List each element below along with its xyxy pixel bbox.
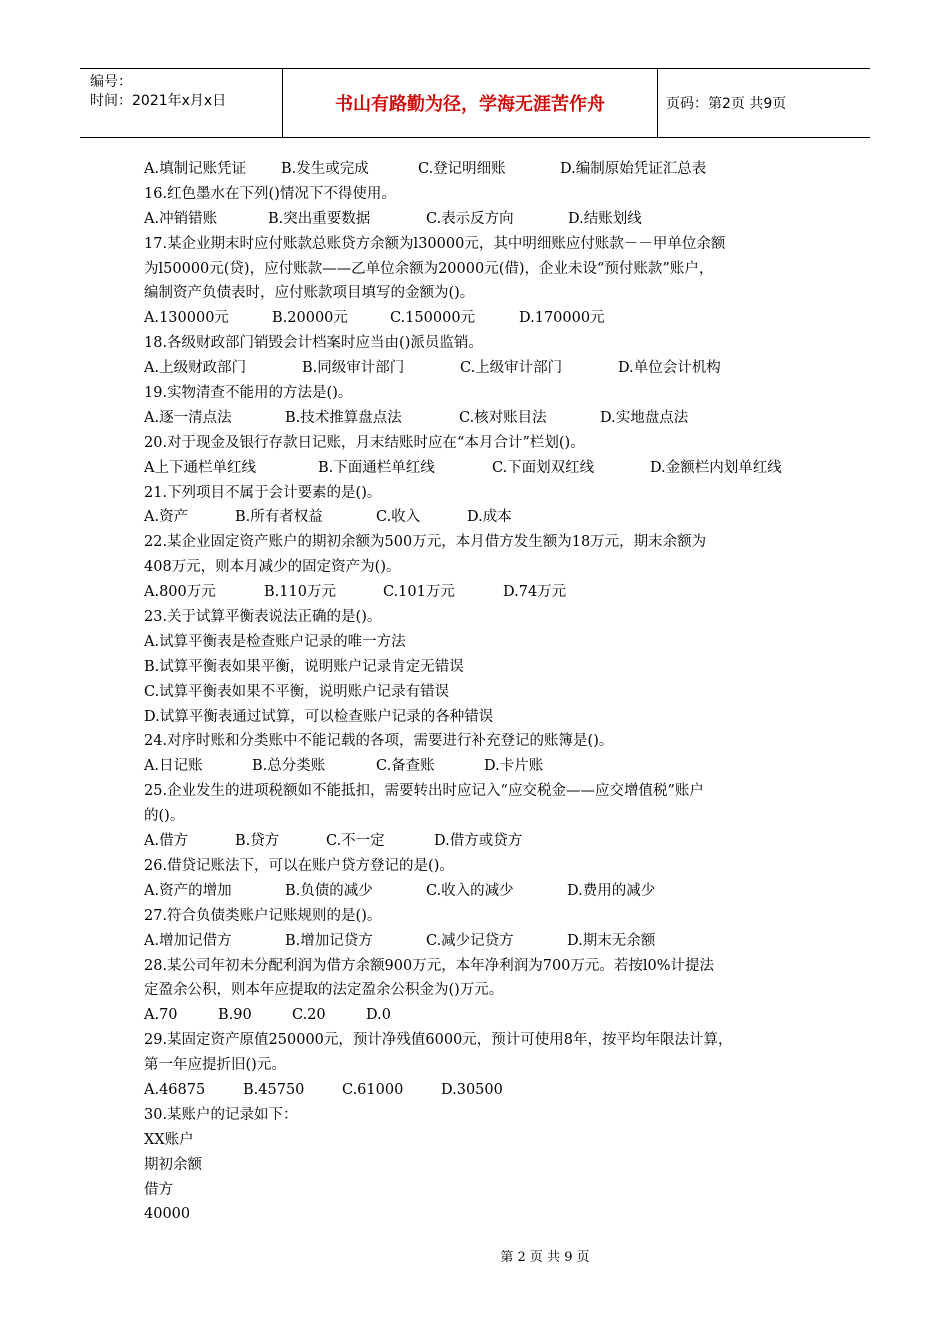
answer-option: C.下面划双红线 xyxy=(492,459,595,476)
text-line: 期初余额 xyxy=(144,1156,202,1173)
options-line xyxy=(144,1003,824,1028)
answer-option: C.101万元 xyxy=(383,584,455,601)
text-line: XX账户 xyxy=(144,1131,194,1148)
options-line xyxy=(144,207,824,232)
answer-option: D.成本 xyxy=(467,509,512,526)
answer-option: D.170000元 xyxy=(519,310,605,327)
text-line: 定盈余公积，则本年应提取的法定盈余公积金为()万元。 xyxy=(144,982,504,999)
text-line: 第一年应提折旧()元。 xyxy=(144,1057,286,1074)
answer-option: C.上级审计部门 xyxy=(460,360,563,377)
options-line xyxy=(144,754,824,779)
answer-option: D.编制原始凭证汇总表 xyxy=(560,161,707,177)
text-line: 19.实物清查不能用的方法是()。 xyxy=(144,385,353,402)
answer-option: D.74万元 xyxy=(503,584,567,601)
answer-option: A.冲销错账 xyxy=(144,210,218,227)
answer-option: D.借方或贷方 xyxy=(434,833,523,850)
answer-option: D.结账划线 xyxy=(568,210,642,227)
answer-option: B.技术推算盘点法 xyxy=(285,409,402,426)
header-meta xyxy=(80,69,283,137)
options-line xyxy=(144,157,824,182)
text-line: 29.某固定资产原值250000元，预计净残值6000元，预计可使用8年，按平均年限法计算， xyxy=(144,1032,733,1049)
answer-option: A.资产的增加 xyxy=(144,882,232,899)
text-line: A.试算平衡表是检查账户记录的唯一方法 xyxy=(144,633,406,650)
answer-option: B.突出重要数据 xyxy=(268,210,371,227)
answer-option: C.150000元 xyxy=(390,310,476,327)
answer-option: B.增加记贷方 xyxy=(285,932,373,949)
answer-option: D.30500 xyxy=(441,1081,503,1098)
answer-option: A.资产 xyxy=(144,509,189,526)
text-line: B.试算平衡表如果平衡，说明账户记录肯定无错误 xyxy=(144,658,464,675)
answer-option: C.61000 xyxy=(342,1081,404,1098)
answer-option: C.不一定 xyxy=(326,833,385,850)
answer-option: D.期末无余额 xyxy=(567,932,656,949)
text-line: 408万元，则本月减少的固定资产为()。 xyxy=(144,559,401,576)
answer-option: D.卡片账 xyxy=(484,758,544,775)
text-line: 27.符合负债类账户记账规则的是()。 xyxy=(144,907,382,924)
options-line xyxy=(144,929,824,954)
answer-option: B.负债的减少 xyxy=(285,882,373,899)
answer-option: B.90 xyxy=(218,1007,252,1024)
answer-option: B.总分类账 xyxy=(252,758,326,775)
number-label: 编号： xyxy=(90,74,132,90)
header-page-info: 页码：第2页 共9页 xyxy=(666,96,787,112)
text-line: 26.借贷记账法下，可以在账户贷方登记的是()。 xyxy=(144,857,454,874)
text-line: 18.各级财政部门销毁会计档案时应当由()派员监销。 xyxy=(144,335,483,352)
answer-option: B.下面通栏单红线 xyxy=(318,459,435,476)
answer-option: D.单位会计机构 xyxy=(618,360,721,377)
text-line: D.试算平衡表通过试算，可以检查账户记录的各种错误 xyxy=(144,708,494,725)
text-line: 21.下列项目不属于会计要素的是()。 xyxy=(144,484,382,501)
answer-option: A.逐一清点法 xyxy=(144,409,232,426)
options-line xyxy=(144,456,824,481)
answer-option: B.同级审计部门 xyxy=(302,360,405,377)
answer-option: A.800万元 xyxy=(144,584,216,601)
answer-option: D.金额栏内划单红线 xyxy=(650,459,782,476)
answer-option: A.130000元 xyxy=(144,310,229,327)
answer-option: B.发生或完成 xyxy=(281,161,369,177)
answer-option: B.贷方 xyxy=(235,833,280,850)
options-line xyxy=(144,406,824,431)
options-line xyxy=(144,306,824,331)
text-line: 28.某公司年初未分配利润为借方余额900万元，本年净利润为700万元。若按l0%计提法 xyxy=(144,957,715,974)
answer-option: A.70 xyxy=(144,1007,178,1024)
answer-option: B.20000元 xyxy=(272,310,348,327)
answer-option: B.110万元 xyxy=(264,584,336,601)
text-line: 20.对于现金及银行存款日记账，月末结账时应在“本月合计”栏划()。 xyxy=(144,434,585,451)
answer-option: A.46875 xyxy=(144,1081,206,1098)
answer-option: C.收入的减少 xyxy=(426,882,514,899)
text-line: 16.红色墨水在下列()情况下不得使用。 xyxy=(144,185,396,202)
answer-option: C.登记明细账 xyxy=(418,161,506,177)
answer-option: B.所有者权益 xyxy=(235,509,323,526)
options-line xyxy=(144,1078,824,1103)
answer-option: A上下通栏单红线 xyxy=(144,459,256,476)
answer-option: A.上级财政部门 xyxy=(144,360,247,377)
answer-option: A.借方 xyxy=(144,833,189,850)
text-line: 40000 xyxy=(144,1206,191,1223)
answer-option: C.备查账 xyxy=(376,758,435,775)
answer-option: C.收入 xyxy=(376,509,421,526)
options-line xyxy=(144,829,824,854)
text-line: 的()。 xyxy=(144,808,185,825)
answer-option: A.增加记借方 xyxy=(144,932,232,949)
page-header xyxy=(80,68,870,138)
options-line xyxy=(144,580,824,605)
text-line: 25.企业发生的进项税额如不能抵扣，需要转出时应记入“应交税金——应交增值税”账户 xyxy=(144,783,704,800)
text-line: 为l50000元(贷)，应付账款——乙单位余额为20000元(借)，企业未设“预付账款”账户， xyxy=(144,260,714,277)
options-line xyxy=(144,356,824,381)
text-line: 30.某账户的记录如下： xyxy=(144,1106,298,1123)
text-line: 17.某企业期末时应付账款总账贷方余额为l30000元，其中明细账应付账款－－甲单位余额 xyxy=(144,235,726,252)
answer-option: C.减少记贷方 xyxy=(426,932,514,949)
time-label: 时间：2021年x月x日 xyxy=(90,93,227,109)
header-motto: 书山有路勤为径，学海无涯苦作舟 xyxy=(283,69,658,137)
answer-option: D.实地盘点法 xyxy=(600,409,689,426)
options-line xyxy=(144,505,824,530)
document-body xyxy=(144,157,824,1227)
page-footer: 第 2 页 共 9 页 xyxy=(500,1250,590,1265)
answer-option: C.核对账目法 xyxy=(459,409,547,426)
answer-option: D.费用的减少 xyxy=(567,882,656,899)
answer-option: B.45750 xyxy=(243,1081,305,1098)
answer-option: A.日记账 xyxy=(144,758,203,775)
answer-option: C.20 xyxy=(292,1007,326,1024)
options-line xyxy=(144,879,824,904)
text-line: 编制资产负债表时，应付账款项目填写的金额为()。 xyxy=(144,285,475,302)
answer-option: C.表示反方向 xyxy=(426,210,514,227)
answer-option: A.填制记账凭证 xyxy=(144,161,247,177)
text-line: 23.关于试算平衡表说法正确的是()。 xyxy=(144,609,382,626)
text-line: 22.某企业固定资产账户的期初余额为500万元，本月借方发生额为18万元，期末余额为 xyxy=(144,534,707,551)
text-line: 24.对序时账和分类账中不能记载的各项，需要进行补充登记的账簿是()。 xyxy=(144,733,614,750)
text-line: C.试算平衡表如果不平衡，说明账户记录有错误 xyxy=(144,683,450,700)
text-line: 借方 xyxy=(144,1181,173,1198)
answer-option: D.0 xyxy=(366,1007,391,1024)
